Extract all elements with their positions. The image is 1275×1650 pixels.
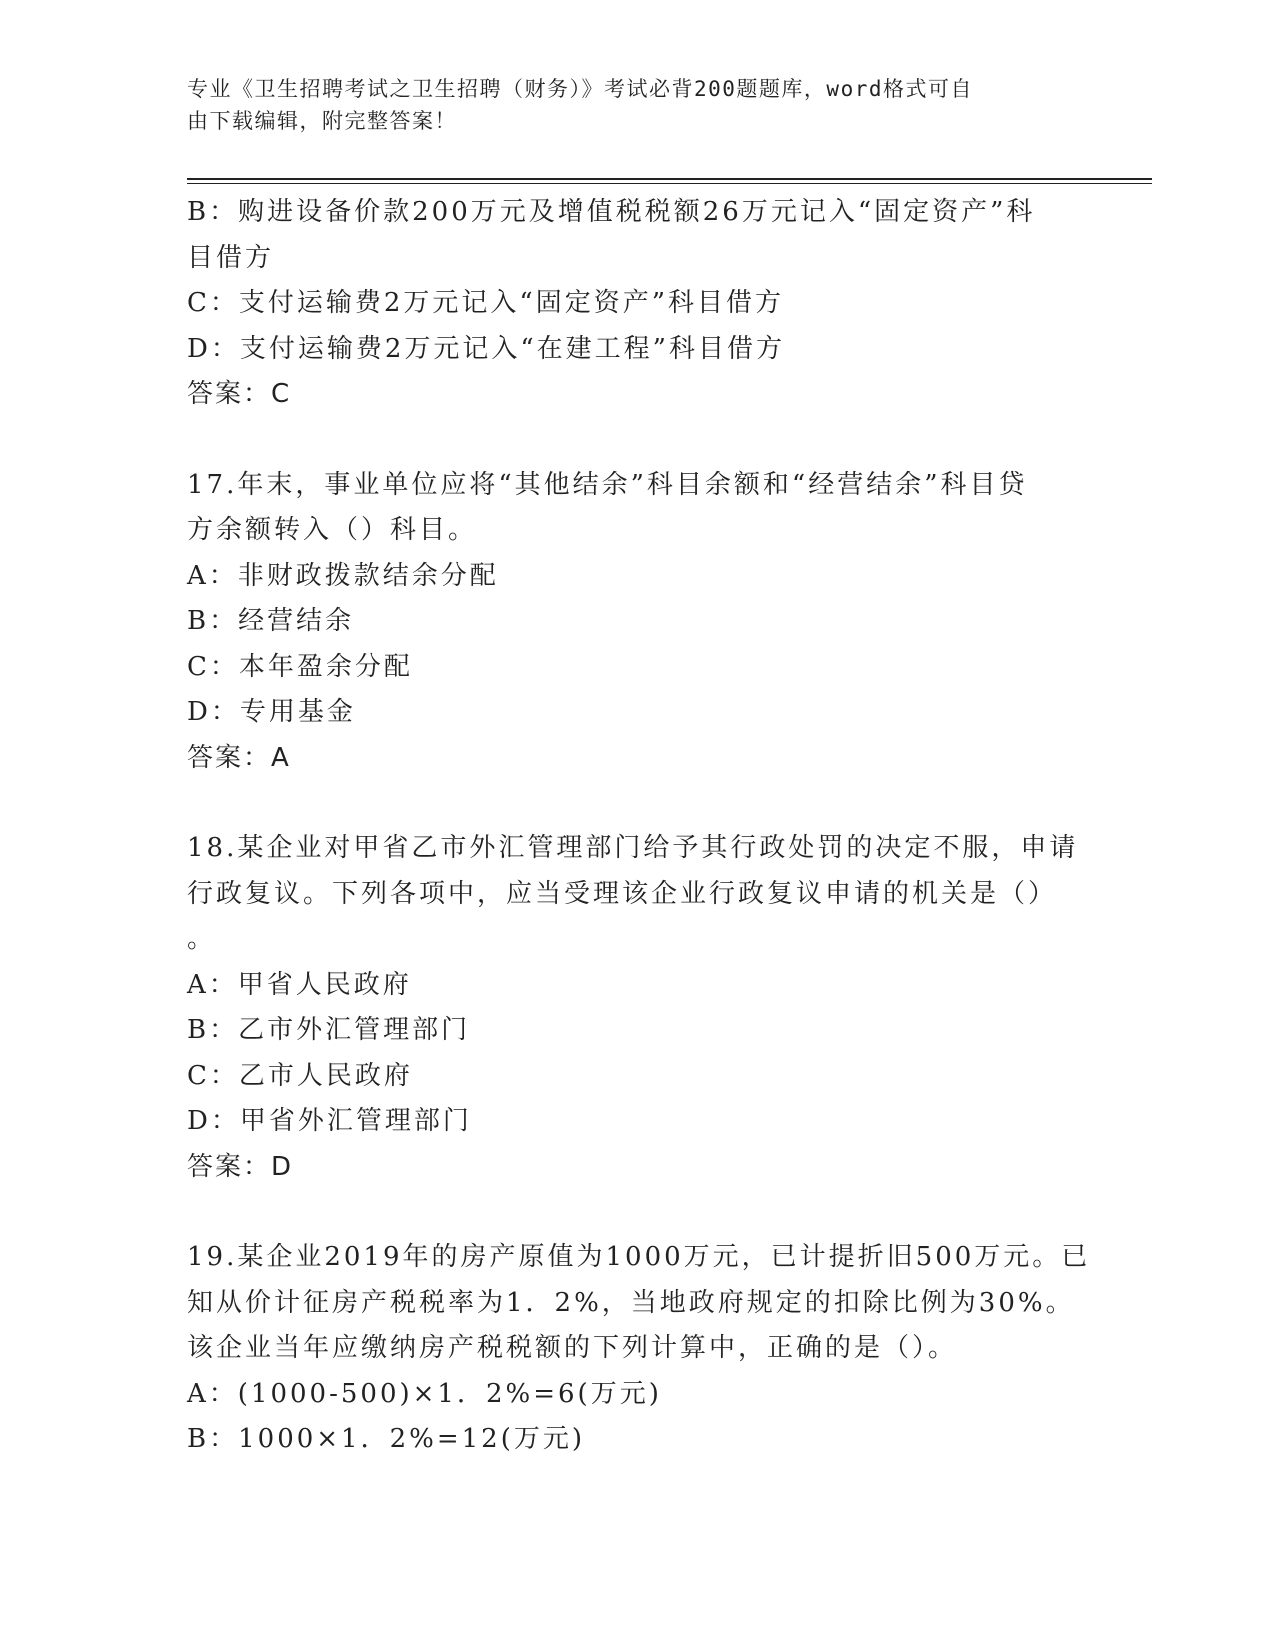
- option-a: A：(1000-500)×1．2%=6(万元): [187, 1378, 662, 1409]
- header-title-line-1: 专业《卫生招聘考试之卫生招聘（财务）》考试必背200题题库，word格式可自: [187, 77, 973, 101]
- question-stem-continued: 该企业当年应缴纳房产税税额的下列计算中，正确的是（）。: [187, 1333, 958, 1363]
- question-list: [187, 190, 1091, 1463]
- option-b-continued: 目借方: [187, 242, 275, 273]
- option-b: B：1000×1．2%=12(万元): [187, 1424, 586, 1454]
- header-title-line-2: 由下载编辑，附完整答案！: [187, 109, 457, 133]
- option-d: D：专用基金: [187, 697, 356, 727]
- option-c: C：本年盈余分配: [187, 651, 413, 682]
- header-divider-thin: [187, 183, 1152, 184]
- question-stem: 17.年末，事业单位应将“其他结余”科目余额和“经营结余”科目贷: [187, 469, 1028, 500]
- option-b: B：乙市外汇管理部门: [187, 1015, 471, 1045]
- question-17: [187, 463, 1087, 782]
- document-header: [187, 73, 1067, 137]
- option-a: A：甲省人民政府: [187, 969, 412, 1000]
- option-b: B：经营结余: [187, 606, 355, 636]
- question-16-continued: [187, 190, 1087, 418]
- question-stem-continued: 行政复议。下列各项中，应当受理该企业行政复议申请的机关是（）: [187, 878, 1058, 909]
- question-stem-continued: 方余额转入（）科目。: [187, 515, 478, 545]
- header-divider-thick: [187, 178, 1152, 180]
- spacer: [187, 781, 1087, 826]
- question-stem-continued: 。: [187, 924, 217, 954]
- option-c: C：乙市人民政府: [187, 1060, 413, 1091]
- answer: 答案：D: [187, 1151, 294, 1182]
- spacer: [187, 1190, 1087, 1235]
- option-b: B：购进设备价款200万元及增值税税额26万元记入“固定资产”科: [187, 197, 1036, 227]
- question-19: [187, 1235, 1091, 1463]
- question-stem-continued: 知从价计征房产税税率为1．2%，当地政府规定的扣除比例为30%。: [187, 1287, 1075, 1318]
- answer: 答案：C: [187, 379, 292, 409]
- question-stem: 19.某企业2019年的房产原值为1000万元，已计提折旧500万元。已: [187, 1242, 1091, 1272]
- option-c: C：支付运输费2万元记入“固定资产”科目借方: [187, 288, 785, 318]
- option-d: D：甲省外汇管理部门: [187, 1106, 472, 1136]
- question-stem: 18.某企业对甲省乙市外汇管理部门给予其行政处罚的决定不服，申请: [187, 833, 1079, 863]
- question-18: [187, 826, 1087, 1190]
- answer: 答案：A: [187, 742, 291, 773]
- option-d: D：支付运输费2万元记入“在建工程”科目借方: [187, 333, 785, 364]
- option-a: A：非财政拨款结余分配: [187, 560, 499, 591]
- spacer: [187, 418, 1087, 463]
